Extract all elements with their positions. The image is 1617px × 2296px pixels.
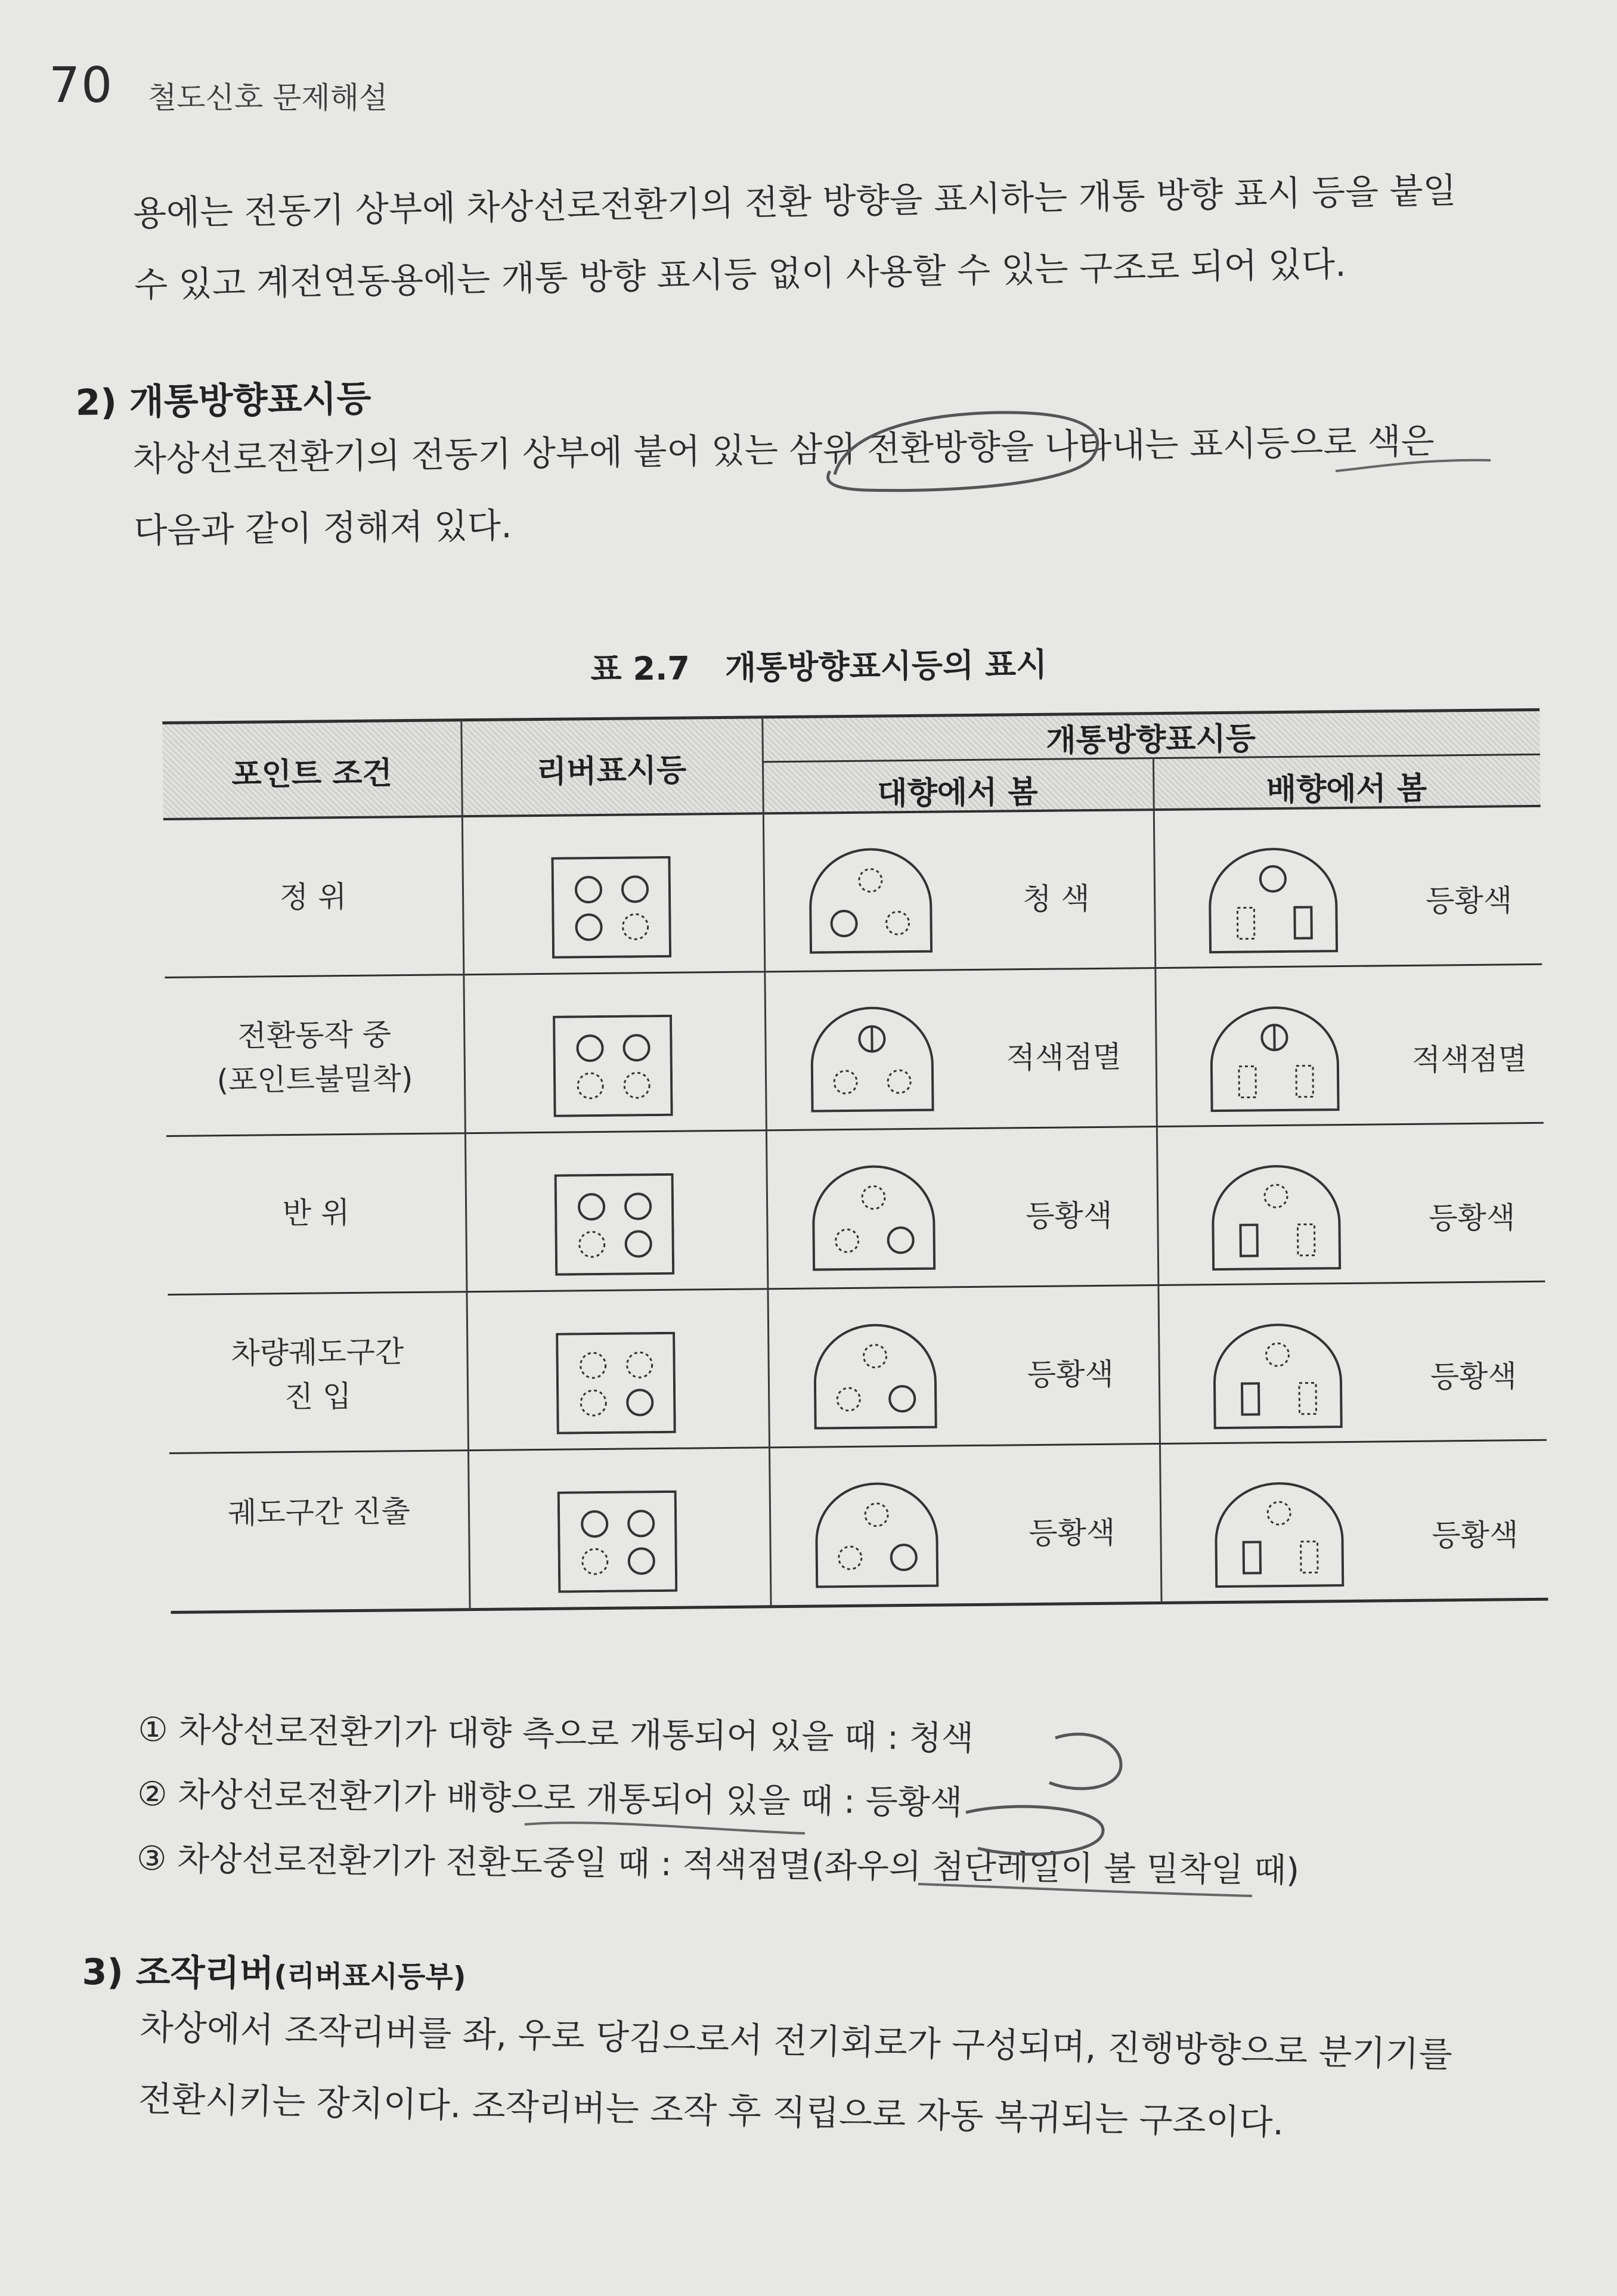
- lever-lamp-icon: [557, 1491, 678, 1593]
- row-condition: 정 위: [279, 879, 347, 915]
- trailing-lamp-icon: [1210, 1163, 1342, 1272]
- header-trailing: 배향에서 봄: [1266, 770, 1427, 808]
- running-head: 철도신호 문제해설: [148, 80, 388, 115]
- section-paragraph: [138, 1991, 1583, 2165]
- trailing-lamp-icon: [1207, 846, 1339, 955]
- row-condition: [165, 1012, 464, 1103]
- notes-list: [137, 1698, 1301, 1903]
- column-rule: [1153, 757, 1163, 1603]
- trailing-color: 등황색: [1430, 1359, 1517, 1395]
- column-rule: [460, 720, 470, 1609]
- section-heading-main: 3) 조작리버: [82, 1951, 274, 1995]
- section-paragraph: [132, 403, 1577, 566]
- column-rule: [761, 717, 772, 1606]
- caption-text: 개통방향표시등의 표시: [724, 645, 1048, 687]
- facing-lamp-icon: [809, 1005, 935, 1114]
- list-item: ③ 차상선로전환기가 전환도중일 때 : 적색점멸(좌우의 첨단레일이 불 밀착일 때): [136, 1839, 1300, 1891]
- text-line: 차상선로전환기의 전동기 상부에 붙어 있는 삼위 전환방향을 나타내는 표시등으로 색은: [132, 420, 1435, 479]
- facing-lamp-icon: [814, 1481, 940, 1589]
- header-condition: 포인트 조건: [231, 755, 393, 793]
- trailing-color: 등황색: [1432, 1517, 1519, 1553]
- row-rule: [169, 1439, 1547, 1454]
- trailing-color: 적색점멸: [1411, 1042, 1528, 1077]
- table-bottom-rule: [171, 1598, 1548, 1614]
- header-lever-lamp: 리버표시등: [536, 752, 687, 790]
- facing-color: 등황색: [1029, 1515, 1116, 1551]
- row-condition-line: 전환동작 중: [237, 1017, 392, 1054]
- facing-color: 등황색: [1027, 1356, 1114, 1393]
- row-condition-line: 진 입: [284, 1379, 352, 1415]
- intro-paragraph: [132, 153, 1578, 321]
- row-rule: [168, 1281, 1545, 1296]
- facing-color: 청 색: [1022, 881, 1090, 917]
- caption-number: 표 2.7: [590, 649, 690, 688]
- facing-color: 등황색: [1026, 1198, 1113, 1234]
- section-heading-sub: (리버표시등부): [274, 1959, 466, 1994]
- table-caption: [590, 639, 1048, 690]
- section-heading: 2) 개통방향표시등: [75, 378, 371, 424]
- facing-lamp-icon: [807, 847, 934, 955]
- trailing-color: 등황색: [1429, 1200, 1516, 1236]
- trailing-color: 등황색: [1425, 883, 1513, 919]
- row-condition: 반 위: [282, 1195, 350, 1231]
- list-item: ② 차상선로전환기가 배향으로 개통되어 있을 때 : 등황색: [137, 1774, 963, 1823]
- text-line: 차상에서 조작리버를 좌, 우로 당김으로서 전기회로가 구성되며, 진행방향으로 분기기를: [140, 2006, 1453, 2075]
- text-line: 용에는 전동기 상부에 차상선로전환기의 전환 방향을 표시하는 개통 방향 표시 등을 붙일: [132, 170, 1457, 234]
- facing-color: 적색점멸: [1006, 1039, 1122, 1076]
- row-condition: 궤도구간 진출: [227, 1494, 411, 1531]
- row-condition-line: 차량궤도구간: [231, 1334, 404, 1371]
- header-facing: 대향에서 봄: [877, 774, 1038, 812]
- indicator-table: [162, 692, 1548, 1641]
- text-line: 수 있고 계전연동용에는 개통 방향 표시등 없이 사용할 수 있는 구조로 되어 있다.: [134, 243, 1347, 305]
- trailing-lamp-icon: [1209, 1005, 1341, 1113]
- list-item: ① 차상선로전환기가 대향 측으로 개통되어 있을 때 : 청색: [138, 1710, 974, 1758]
- page-number: 70: [49, 57, 114, 114]
- facing-lamp-icon: [812, 1322, 938, 1431]
- row-condition-line: (포인트불밀착): [216, 1061, 413, 1098]
- row-rule: [165, 963, 1542, 978]
- section-heading: [82, 1944, 466, 1997]
- lever-lamp-icon: [556, 1332, 676, 1434]
- text-line: 전환시키는 장치이다. 조작리버는 조작 후 직립으로 자동 복귀되는 구조이다.: [138, 2078, 1284, 2143]
- row-rule: [166, 1122, 1544, 1137]
- lever-lamp-icon: [553, 1015, 673, 1117]
- facing-lamp-icon: [810, 1164, 937, 1272]
- trailing-lamp-icon: [1213, 1480, 1346, 1589]
- row-condition: [168, 1329, 467, 1420]
- lever-lamp-icon: [551, 856, 671, 959]
- header-direction-lamp: 개통방향표시등: [1046, 721, 1256, 759]
- text-line: 다음과 같이 정해져 있다.: [134, 505, 512, 551]
- lever-lamp-icon: [555, 1173, 675, 1276]
- trailing-lamp-icon: [1212, 1322, 1344, 1430]
